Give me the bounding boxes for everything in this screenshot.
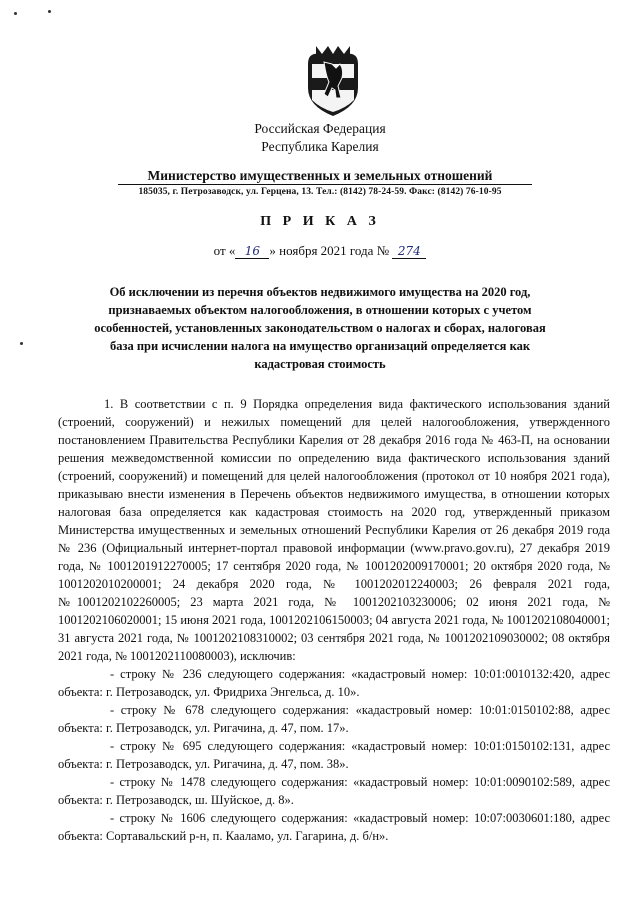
exclusion-item: - строку № 1606 следующего содержания: «кадастровый номер: 10:07:0030601:180, адрес объекта: Сортавальский р-н, п. Кааламо, ул. Гагарина, д. б/н». (58, 811, 610, 843)
exclusion-item: - строку № 678 следующего содержания: «кадастровый номер: 10:01:0150102:88, адрес объекта: г. Петрозаводск, ул. Ригачина, д. 47, пом. 17». (58, 703, 610, 735)
document-body (58, 395, 610, 845)
body-paragraph: 1. В соответствии с п. 9 Порядка определения вида фактического использования зданий (строений, сооружений) и нежилых помещений для целей налогообложения, утвержденного постановлением Правительства Республики Карелия от 28 декабря 2016 года № 463-П, на основании решения межведомственной комиссии по определению вида фактического использования зданий (строений, сооружений) и помещений для целей налогообложения (протокол от 10 ноября 2021 года), приказываю внести изменения в Перечень объектов недвижимого имущества, в отношении которых налоговая база определяется как кадастровая стоимость на 2020 год, утвержденный приказом Министерства имущественных и земельных отношений Республики Карелия от 26 декабря 2019 года № 236 (Официальный интернет-портал правовой информации (www.pravo.gov.ru), 27 декабря 2019 года, № 1001201912270005; 17 сентября 2020 года, № 1001202009170001; 20 октября 2020 года, № 1001202010200001; 24 декабря 2020 года, № 1001202012240003; 26 февраля 2021 года, №1001202102260005; 23 марта 2021 года, № 1001202103230006; 02 июня 2021 года, № 1001202106020001; 15 июня 2021 года, 1001202106150003; 04 августа 2021 года, № 1001202108040001; 31 августа 2021 года, № 1001202108310002; 03 сентября 2021 года, № 1001202109030002; 08 октября 2021 года, № 1001202110080003), исключив: (58, 397, 610, 663)
handwritten-order-number: 274 (392, 245, 426, 259)
handwritten-day: 16 (235, 245, 269, 259)
ministry-name: Министерство имущественных и земельных отношений (147, 168, 493, 183)
scan-speck (48, 10, 51, 13)
scan-speck (14, 12, 17, 15)
exclusion-item: - строку № 1478 следующего содержания: «кадастровый номер: 10:01:0090102:589, адрес объекта: г. Петрозаводск, ш. Шуйское, д. 8». (58, 775, 610, 807)
header-divider (118, 184, 532, 185)
scan-speck (20, 342, 23, 345)
exclusion-item: - строку № 236 следующего содержания: «кадастровый номер: 10:01:0010132:420, адрес объекта: г. Петрозаводск, ул. Фридриха Энгельса, д. 10». (58, 667, 610, 699)
country-block (0, 120, 640, 156)
date-prefix: от « (213, 243, 236, 258)
country-name: Российская Федерация (254, 121, 386, 136)
order-dateline (0, 243, 640, 259)
order-heading: П Р И К А З (260, 214, 380, 229)
exclusion-item: - строку № 695 следующего содержания: «кадастровый номер: 10:01:0150102:131, адрес объекта: г. Петрозаводск, ул. Ригачина, д. 47, пом. 38». (58, 739, 610, 771)
region-name: Республика Карелия (261, 139, 379, 154)
karelia-coat-of-arms-emblem (302, 42, 364, 118)
ministry-address: 185035, г. Петрозаводск, ул. Герцена, 13. Тел.: (8142) 78-24-59. Факс: (8142) 76-10-95 (138, 187, 502, 197)
date-middle: » ноября 2021 года № (269, 243, 390, 258)
document-title: Об исключении из перечня объектов недвижимого имущества на 2020 год, признаваемых объектом налогообложения, в отношении которых с учетом особенностей, установленных законодательством о налогах и сборах, налоговая база при исчислении налога на имущество организаций определяется как кадастровая стоимость (94, 285, 546, 371)
